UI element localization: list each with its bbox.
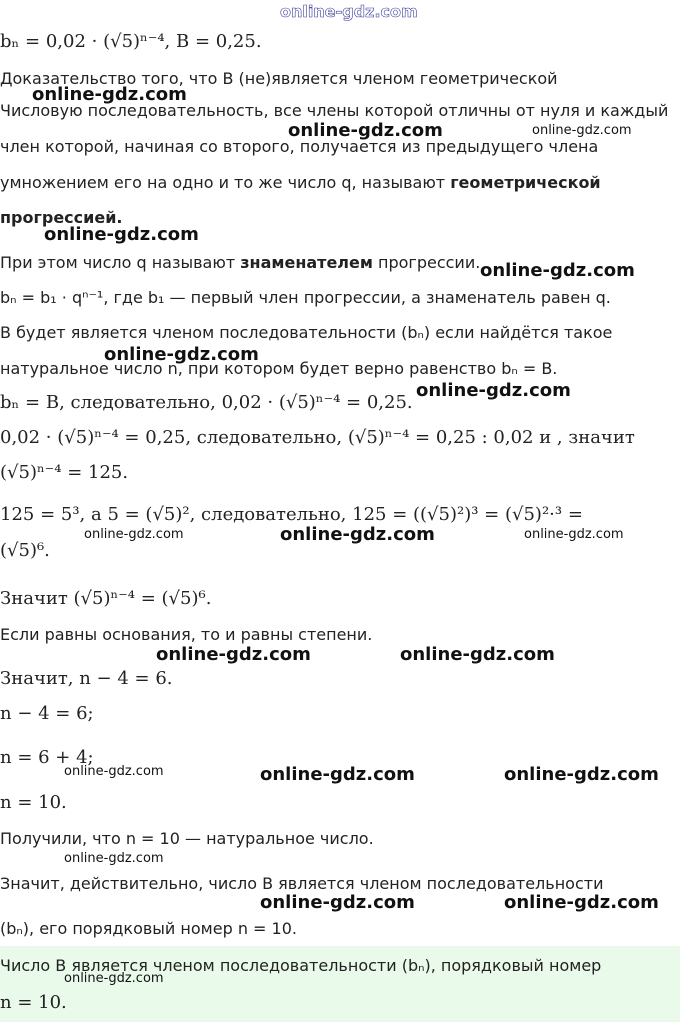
term-geometric: геометрической [450,173,601,192]
natural-number-line: Получили, что n = 10 — натуральное число. [0,829,374,848]
step-line-4: n = 10. [0,792,67,813]
equation-line-2: 0,02 · (√5)ⁿ⁻⁴ = 0,25, следовательно, (√5)ⁿ⁻⁴ = 0,25 : 0,02 и , значит [0,427,635,448]
definition-line-2: член которой, начиная со второго, получается из предыдущего члена [0,137,599,156]
watermark: online-gdz.com [288,120,443,141]
step-line-3: n = 6 + 4; [0,747,94,768]
answer-line-2: n = 10. [0,992,67,1013]
watermark: online-gdz.com [400,644,555,665]
watermark: online-gdz.com [416,380,571,401]
condition-line-1: B будет является членом последовательности (bₙ) если найдётся такое [0,323,613,342]
watermark: online-gdz.com [44,224,199,245]
definition-line-1: Числовую последовательность, все члены которой отличны от нуля и каждый [0,101,669,120]
watermark: online-gdz.com [156,644,311,665]
conclusion-line-2: (bₙ), его порядковый номер n = 10. [0,919,297,938]
equation-line-1: bₙ = B, следовательно, 0,02 · (√5)ⁿ⁻⁴ = 0,25. [0,392,413,413]
watermark: online-gdz.com [104,344,259,365]
definition-line-3 [0,172,680,194]
definition-text: умножением его на одно и то же число q, называют [0,173,451,192]
watermark: online-gdz.com [532,123,632,138]
watermark: online-gdz.com [64,851,164,866]
general-term-formula: bₙ = b₁ · qⁿ⁻¹, где b₁ — первый член прогрессии, а знаменатель равен q. [0,288,611,307]
equation-line-3: (√5)ⁿ⁻⁴ = 125. [0,462,129,483]
equation-line-5: (√5)⁶. [0,540,50,561]
watermark: online-gdz.com [64,764,164,779]
denominator-text-b: прогрессии. [372,253,481,272]
term-progression: прогрессией. [0,208,123,227]
watermark-top: online-gdz.com [280,2,418,21]
watermark: online-gdz.com [84,527,184,542]
watermark: online-gdz.com [64,971,164,986]
equation-line-6: Значит (√5)ⁿ⁻⁴ = (√5)⁶. [0,588,212,609]
watermark: online-gdz.com [260,892,415,913]
term-denominator: знаменателем [240,253,373,272]
watermark: online-gdz.com [280,524,435,545]
equal-bases-line: Если равны основания, то и равны степени. [0,625,373,644]
watermark: online-gdz.com [32,84,187,105]
watermark: online-gdz.com [504,892,659,913]
step-line-1: Значит, n − 4 = 6. [0,668,173,689]
equation-line-4: 125 = 5³, а 5 = (√5)², следовательно, 125 = ((√5)²)³ = (√5)²·³ = [0,504,583,525]
denominator-text-a: При этом число q называют [0,253,241,272]
step-line-2: n − 4 = 6; [0,703,94,724]
given-formula: bₙ = 0,02 · (√5)ⁿ⁻⁴, B = 0,25. [0,31,262,52]
watermark: online-gdz.com [504,764,659,785]
proof-title: Доказательство того, что B (не)является членом геометрической [0,69,558,88]
watermark: online-gdz.com [260,764,415,785]
watermark: online-gdz.com [480,260,635,281]
answer-line-1: Число B является членом последовательности (bₙ), порядковый номер [0,956,602,975]
condition-line-2: натуральное число n, при котором будет верно равенство bₙ = B. [0,359,558,378]
watermark: online-gdz.com [524,527,624,542]
conclusion-line-1: Значит, действительно, число B является членом последовательности [0,874,604,893]
